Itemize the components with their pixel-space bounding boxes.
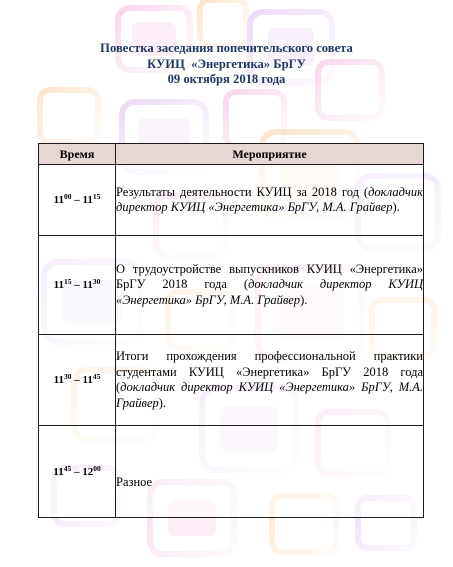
event-speaker: докладчик директор КУИЦ «Энергетика» БрГУ, М.А. Грайвер — [116, 380, 423, 410]
event-speaker: докладчик директор КУИЦ «Энергетика» БрГУ, М.А. Грайвер — [116, 277, 424, 307]
event-text: Разное — [116, 474, 153, 489]
start-minute: 00 — [64, 192, 72, 201]
table-header-row — [39, 144, 424, 165]
table-row — [39, 426, 424, 518]
event-tail: ). — [158, 395, 167, 410]
table-row — [39, 236, 424, 335]
column-header-time: Время — [39, 144, 116, 165]
start-hour: 11 — [53, 465, 64, 478]
end-hour: 12 — [82, 465, 94, 478]
page-title — [0, 41, 453, 88]
time-cell: $11^{45} - 12^{00}$ — [39, 426, 116, 518]
event-cell — [116, 426, 424, 518]
start-hour: 11 — [53, 279, 64, 291]
start-hour: 11 — [53, 374, 64, 386]
agenda-table — [38, 143, 424, 518]
start-hour: 11 — [53, 194, 64, 206]
event-cell — [116, 165, 424, 236]
start-minute: 45 — [63, 463, 72, 473]
title-line-3: 09 октября 2018 года — [167, 72, 286, 86]
event-text: Результаты деятельности КУИЦ за 2018 год ( — [116, 184, 369, 199]
event-text: О трудоустройстве выпускников КУИЦ «Энергетика» БрГУ 2018 года ( — [116, 261, 423, 292]
event-tail: ). — [392, 200, 400, 214]
end-minute: 30 — [92, 277, 101, 286]
time-cell: $11^{00} - 11^{15}$ — [39, 165, 116, 236]
title-line-2: КУИЦ «Энергетика» БрГУ — [147, 56, 306, 71]
end-minute: 45 — [92, 372, 101, 381]
event-text: Итоги прохождения профессиональной практики студентами КУИЦ «Энергетика» БрГУ 2018 года ( — [116, 349, 423, 394]
end-hour: 11 — [82, 279, 93, 291]
end-minute: 15 — [92, 192, 101, 201]
event-cell — [116, 335, 424, 426]
end-minute: 00 — [93, 463, 101, 473]
start-minute: 30 — [64, 372, 72, 381]
start-minute: 15 — [64, 277, 72, 286]
time-cell: $11^{15} - 11^{30}$ — [39, 236, 116, 335]
event-tail: ). — [300, 292, 308, 307]
table-row — [39, 335, 424, 426]
end-hour: 11 — [82, 194, 93, 206]
end-hour: 11 — [82, 374, 93, 386]
event-cell — [116, 236, 424, 335]
title-line-1: Повестка заседания попечительского совета — [100, 41, 353, 55]
time-cell: $11^{30} - 11^{45}$ — [39, 335, 116, 426]
event-speaker: докладчик директор КУИЦ «Энергетика» БрГУ, М.А. Грайвер — [116, 184, 423, 214]
table-row — [39, 165, 424, 236]
column-header-event: Мероприятие — [116, 144, 424, 165]
